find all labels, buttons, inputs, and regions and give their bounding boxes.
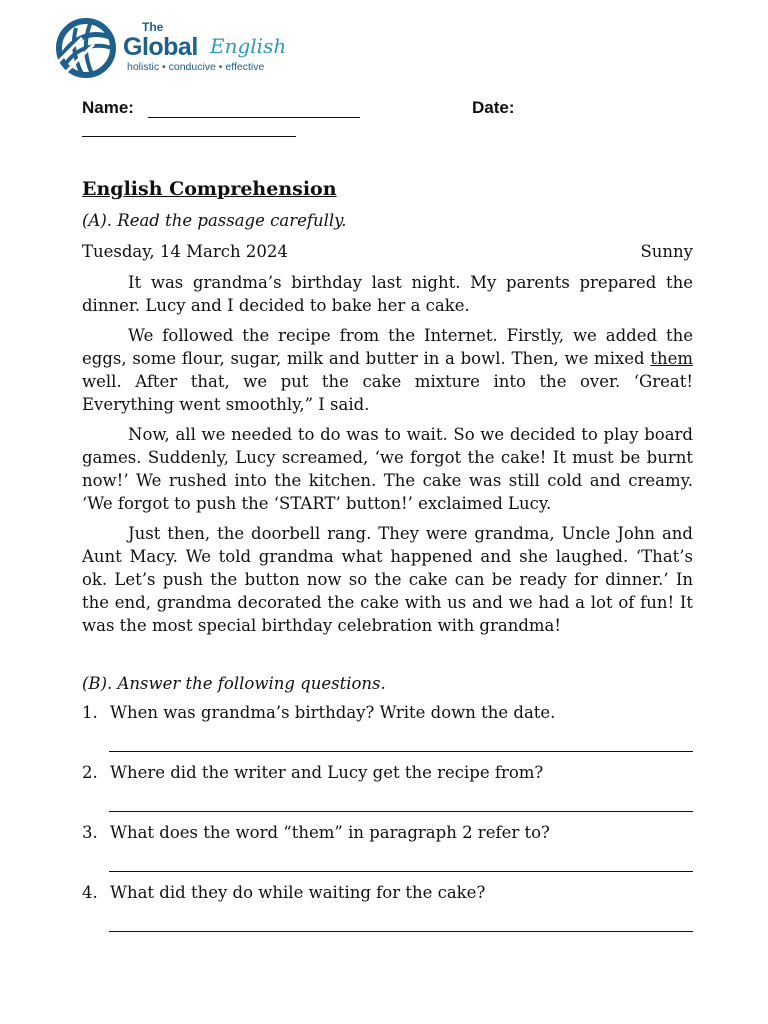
- answer-line[interactable]: [109, 931, 693, 932]
- globe-icon: [54, 16, 120, 80]
- brand-logo: [54, 16, 314, 80]
- question-number: 4.: [82, 883, 98, 902]
- question-number: 2.: [82, 763, 98, 782]
- brand-english: English: [210, 34, 287, 58]
- name-field[interactable]: [148, 117, 360, 118]
- date-label: Date:: [472, 98, 515, 117]
- paragraph-2: [82, 324, 693, 416]
- brand-tagline: holistic • conducive • effective: [127, 61, 265, 73]
- question-text: What does the word “them” in paragraph 2 refer to?: [110, 823, 550, 842]
- question-text: When was grandma’s birthday? Write down the date.: [110, 703, 556, 722]
- question-item: [82, 883, 693, 943]
- answer-line[interactable]: [109, 811, 693, 812]
- question-number: 1.: [82, 703, 98, 722]
- question-item: [82, 823, 693, 883]
- brand-global: Global: [123, 33, 198, 61]
- question-text: Where did the writer and Lucy get the recipe from?: [110, 763, 544, 782]
- question-item: [82, 703, 693, 763]
- worksheet-title: English Comprehension: [82, 178, 337, 200]
- brand-the: The: [142, 20, 164, 34]
- paragraph-3: Now, all we needed to do was to wait. So we decided to play board games. Suddenly, Lucy screamed, ‘we forgot the cake! It must be burnt now!’ We rushed into the kitchen. The cake was still cold and creamy. ‘We forgot to push the ‘START’ button!’ exclaimed Lucy.: [82, 425, 693, 513]
- paragraph-1: It was grandma’s birthday last night. My parents prepared the dinner. Lucy and I decided to bake her a cake.: [82, 273, 693, 315]
- underlined-word: them: [650, 349, 693, 368]
- date-field[interactable]: [82, 136, 296, 137]
- diary-date: Tuesday, 14 March 2024: [82, 242, 288, 261]
- reading-passage: [82, 271, 693, 644]
- question-list: [82, 703, 693, 943]
- diary-weather: Sunny: [640, 242, 693, 261]
- paragraph-2-start: We followed the recipe from the Internet. Firstly, we added the eggs, some flour, sugar, milk and butter in a bowl. Then, we mixed: [82, 326, 693, 368]
- question-item: [82, 763, 693, 823]
- answer-line[interactable]: [109, 871, 693, 872]
- section-b-instruction: (B). Answer the following questions.: [82, 674, 386, 693]
- question-text: What did they do while waiting for the cake?: [110, 883, 486, 902]
- section-a-instruction: (A). Read the passage carefully.: [82, 211, 347, 230]
- question-number: 3.: [82, 823, 98, 842]
- paragraph-4: Just then, the doorbell rang. They were grandma, Uncle John and Aunt Macy. We told grandma what happened and she laughed. ‘That’s ok. Let’s push the button now so the cake can be ready for dinner.’ In the end, grandma decorated the cake with us and we had a lot of fun! It was the most special birthday celebration with grandma!: [82, 524, 693, 635]
- paragraph-2-end: well. After that, we put the cake mixture into the over. ‘Great! Everything went smoothly,” I said.: [82, 372, 693, 414]
- answer-line[interactable]: [109, 751, 693, 752]
- name-label: Name:: [82, 98, 134, 117]
